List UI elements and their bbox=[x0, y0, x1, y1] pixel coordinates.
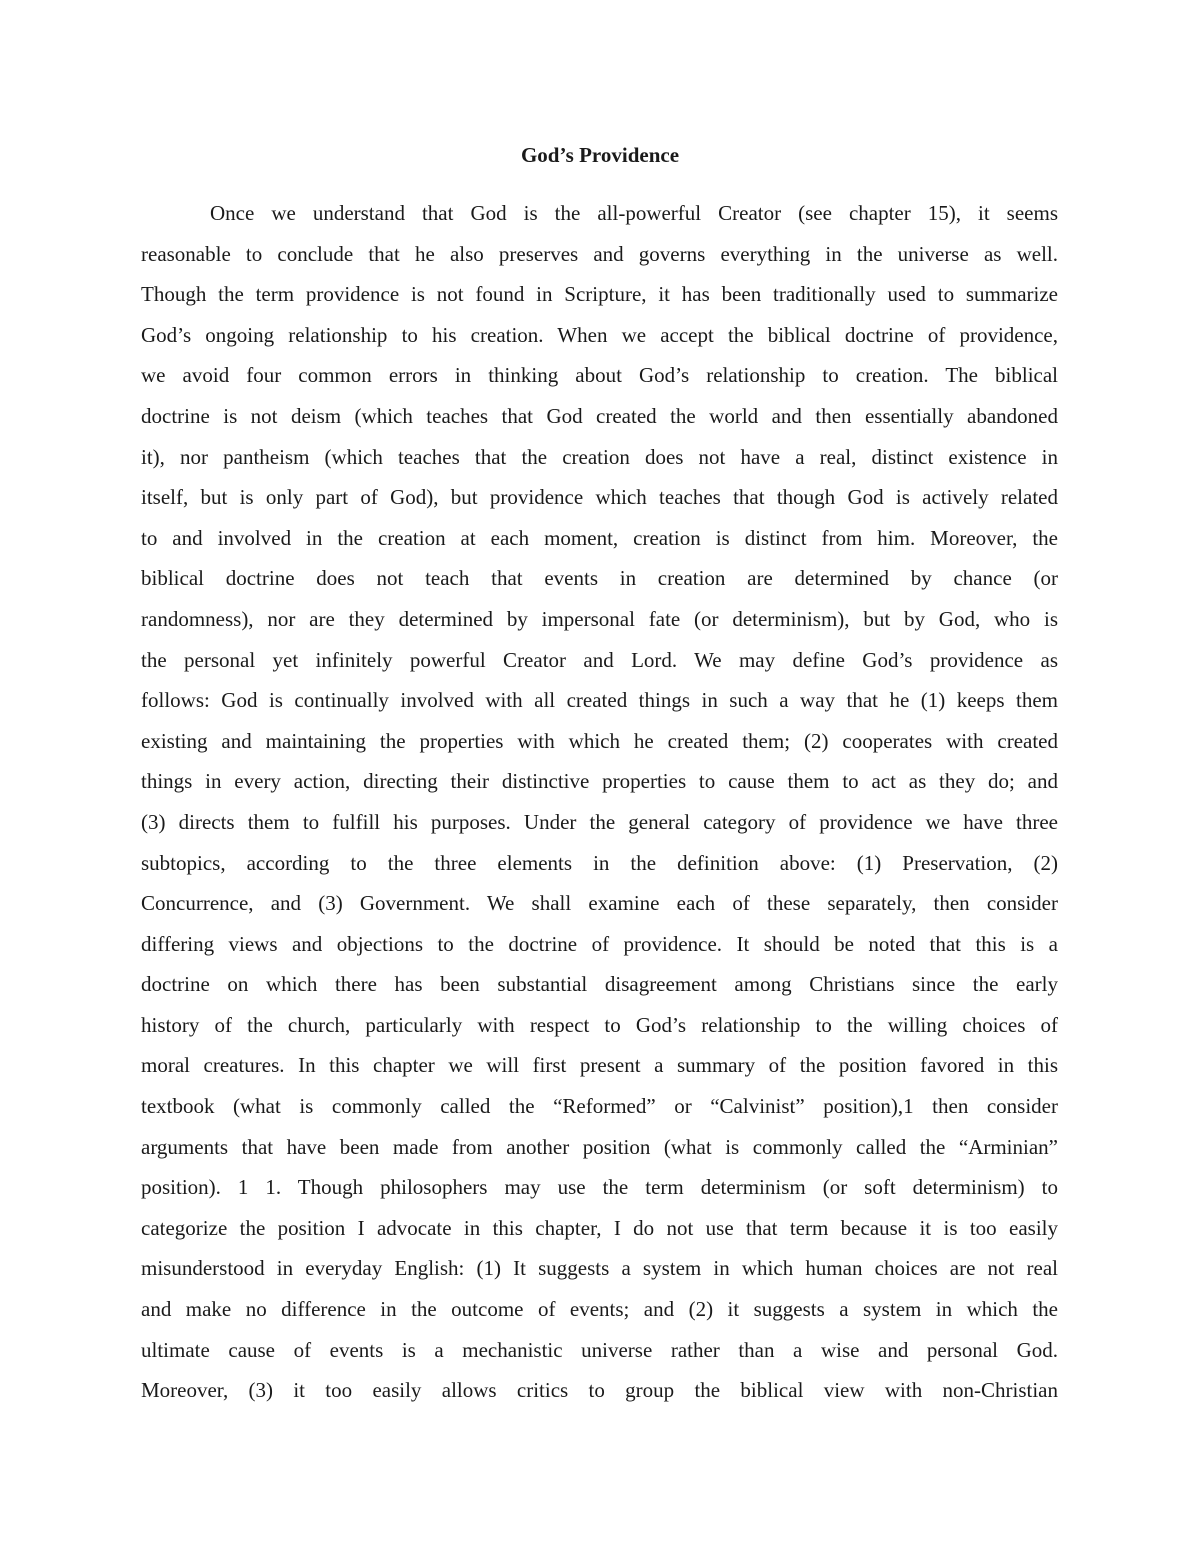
text-line: Moreover, (3) it too easily allows critics to group the biblical view with non-Christian bbox=[141, 1378, 1058, 1403]
text-line: Once we understand that God is the all-powerful Creator (see chapter 15), it seems bbox=[210, 201, 1058, 225]
text-line: subtopics, according to the three elements in the definition above: (1) Preservation, (2) bbox=[141, 850, 1058, 875]
text-line: history of the church, particularly with respect to God’s relationship to the willing choices of bbox=[141, 1012, 1058, 1037]
text-line: itself, but is only part of God), but providence which teaches that though God is actively related bbox=[141, 485, 1058, 510]
text-line: position). 1 1. Though philosophers may use the term determinism (or soft determinism) to bbox=[141, 1175, 1058, 1200]
text-line: misunderstood in everyday English: (1) It suggests a system in which human choices are not real bbox=[141, 1256, 1058, 1281]
text-line: textbook (what is commonly called the “Reformed” or “Calvinist” position),1 then consider bbox=[141, 1094, 1058, 1119]
text-line: biblical doctrine does not teach that events in creation are determined by chance (or bbox=[141, 566, 1058, 591]
text-line: we avoid four common errors in thinking about God’s relationship to creation. The biblical bbox=[141, 363, 1058, 388]
text-line: the personal yet infinitely powerful Creator and Lord. We may define God’s providence as bbox=[141, 647, 1058, 672]
text-line: ultimate cause of events is a mechanistic universe rather than a wise and personal God. bbox=[141, 1337, 1058, 1362]
text-line: reasonable to conclude that he also preserves and governs everything in the universe as well. bbox=[141, 241, 1058, 266]
text-line: arguments that have been made from another position (what is commonly called the “Arminian” bbox=[141, 1134, 1058, 1159]
body-text bbox=[141, 193, 1058, 1411]
document-title: God’s Providence bbox=[520, 143, 680, 167]
text-line: doctrine is not deism (which teaches that God created the world and then essentially abandoned bbox=[141, 403, 1058, 428]
text-line: things in every action, directing their distinctive properties to cause them to act as they do; and bbox=[141, 769, 1058, 794]
text-line: it), nor pantheism (which teaches that the creation does not have a real, distinct existence in bbox=[141, 444, 1058, 469]
text-line: Concurrence, and (3) Government. We shall examine each of these separately, then consider bbox=[141, 891, 1058, 916]
text-line: (3) directs them to fulfill his purposes. Under the general category of providence we have three bbox=[141, 809, 1058, 834]
text-line: to and involved in the creation at each moment, creation is distinct from him. Moreover, the bbox=[141, 525, 1058, 550]
text-line: differing views and objections to the doctrine of providence. It should be noted that this is a bbox=[141, 931, 1058, 956]
text-line: and make no difference in the outcome of events; and (2) it suggests a system in which the bbox=[141, 1297, 1058, 1322]
text-line: follows: God is continually involved with all created things in such a way that he (1) keeps them bbox=[141, 688, 1058, 713]
text-line: categorize the position I advocate in this chapter, I do not use that term because it is too easily bbox=[141, 1215, 1058, 1240]
text-line: existing and maintaining the properties with which he created them; (2) cooperates with created bbox=[141, 728, 1058, 753]
text-line: God’s ongoing relationship to his creation. When we accept the biblical doctrine of providence, bbox=[141, 322, 1058, 347]
text-line: doctrine on which there has been substantial disagreement among Christians since the early bbox=[141, 972, 1058, 997]
text-line: randomness), nor are they determined by impersonal fate (or determinism), but by God, who is bbox=[141, 606, 1058, 631]
text-line: moral creatures. In this chapter we will first present a summary of the position favored in this bbox=[141, 1053, 1058, 1078]
text-line: Though the term providence is not found in Scripture, it has been traditionally used to summarize bbox=[141, 282, 1058, 307]
